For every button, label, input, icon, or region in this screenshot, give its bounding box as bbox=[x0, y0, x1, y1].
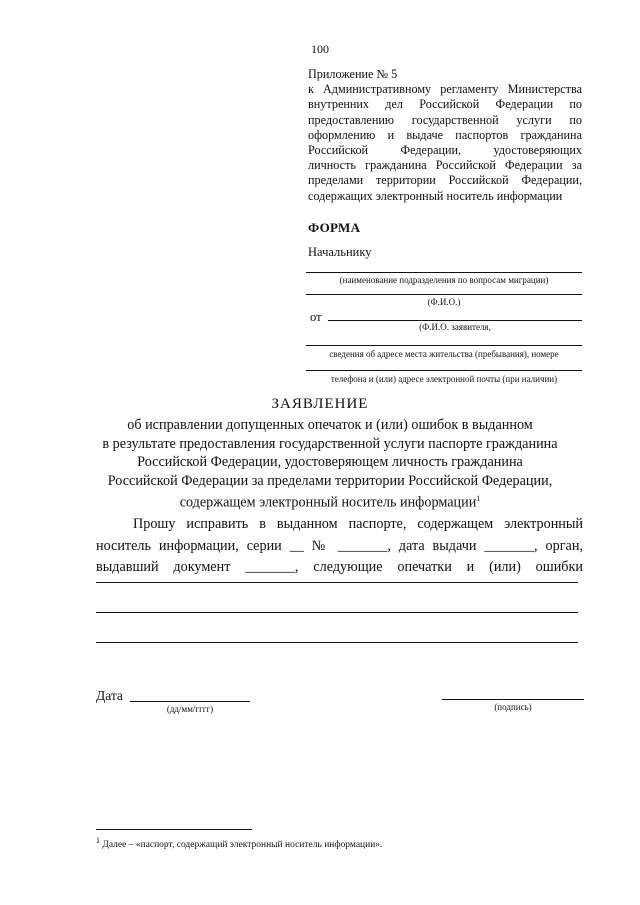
annex-line: оформлению и выдаче паспортов гражданина bbox=[308, 127, 582, 142]
applicant-line[interactable] bbox=[328, 320, 582, 321]
applicant-hint: (Ф.И.О. заявителя, bbox=[419, 322, 491, 332]
annex-line: пределами территории Российской Федерации, bbox=[308, 173, 582, 188]
subtitle-line: Российской Федерации, удостоверяющем личность гражданина bbox=[137, 454, 523, 470]
division-hint: (наименование подразделения по вопросам миграции) bbox=[339, 275, 549, 285]
annex-line: личность гражданина Российской Федерации за bbox=[308, 158, 582, 173]
annex-line: внутренних дел Российской Федерации по bbox=[308, 97, 582, 112]
from-label: от bbox=[310, 310, 322, 324]
subtitle-line: Российской Федерации за пределами территории Российской Федерации, bbox=[107, 472, 553, 489]
division-line[interactable] bbox=[306, 272, 582, 273]
body-line: Прошу исправить в выданном паспорте, содержащем электронный bbox=[133, 516, 583, 532]
subtitle-line: об исправлении допущенных опечаток и (или) ошибок в выданном bbox=[127, 417, 533, 433]
footnote-marker: 1 bbox=[476, 494, 481, 503]
request-text bbox=[96, 514, 583, 579]
annex-line: содержащих электронный носитель информации bbox=[308, 188, 563, 203]
address-line[interactable] bbox=[306, 345, 582, 346]
subtitle-line: содержащем электронный носитель информации$^1$ bbox=[179, 494, 481, 511]
annex-block bbox=[308, 67, 582, 204]
footnote-number: 1 bbox=[96, 836, 100, 845]
contacts-line[interactable] bbox=[306, 370, 582, 371]
signature-line[interactable] bbox=[442, 699, 584, 700]
fio-hint: (Ф.И.О.) bbox=[427, 297, 461, 307]
body-line: выдавший документ _______, следующие опечатки и (или) ошибки bbox=[96, 559, 583, 575]
date-line[interactable] bbox=[130, 701, 250, 702]
annex-title: Приложение № 5 bbox=[308, 67, 398, 81]
addressee-label: Начальнику bbox=[308, 245, 372, 259]
date-label: Дата bbox=[96, 688, 123, 703]
annex-line: предоставлению государственной услуги по bbox=[308, 112, 582, 127]
signature-hint: (подпись) bbox=[494, 702, 532, 712]
errors-line-1[interactable] bbox=[96, 582, 578, 583]
footnote: $^1$ Далее – «паспорт, содержащий электронный носитель информации». bbox=[96, 836, 383, 851]
page-number: 100 bbox=[311, 42, 329, 56]
document-title: ЗАЯВЛЕНИЕ bbox=[271, 396, 369, 412]
form-label: ФОРМА bbox=[308, 220, 361, 235]
contacts-hint: телефона и (или) адресе электронной почты (при наличии) bbox=[330, 374, 558, 384]
document-subtitle bbox=[70, 416, 590, 512]
annex-line: к Административному регламенту Министерства bbox=[308, 82, 582, 97]
footnote-separator bbox=[96, 829, 252, 830]
date-hint: (дд/мм/гггг) bbox=[166, 704, 214, 714]
errors-line-2[interactable] bbox=[96, 612, 578, 613]
errors-line-3[interactable] bbox=[96, 642, 578, 643]
annex-line: Российской Федерации, удостоверяющих bbox=[308, 143, 582, 158]
subtitle-line: в результате предоставления государственной услуги паспорте гражданина bbox=[102, 435, 558, 452]
address-hint: сведения об адресе места жительства (пребывания), номере bbox=[329, 349, 559, 359]
body-line: носитель информации, серии __ № _______, дата выдачи _______, орган, bbox=[96, 537, 583, 554]
fio-line[interactable] bbox=[306, 294, 582, 295]
